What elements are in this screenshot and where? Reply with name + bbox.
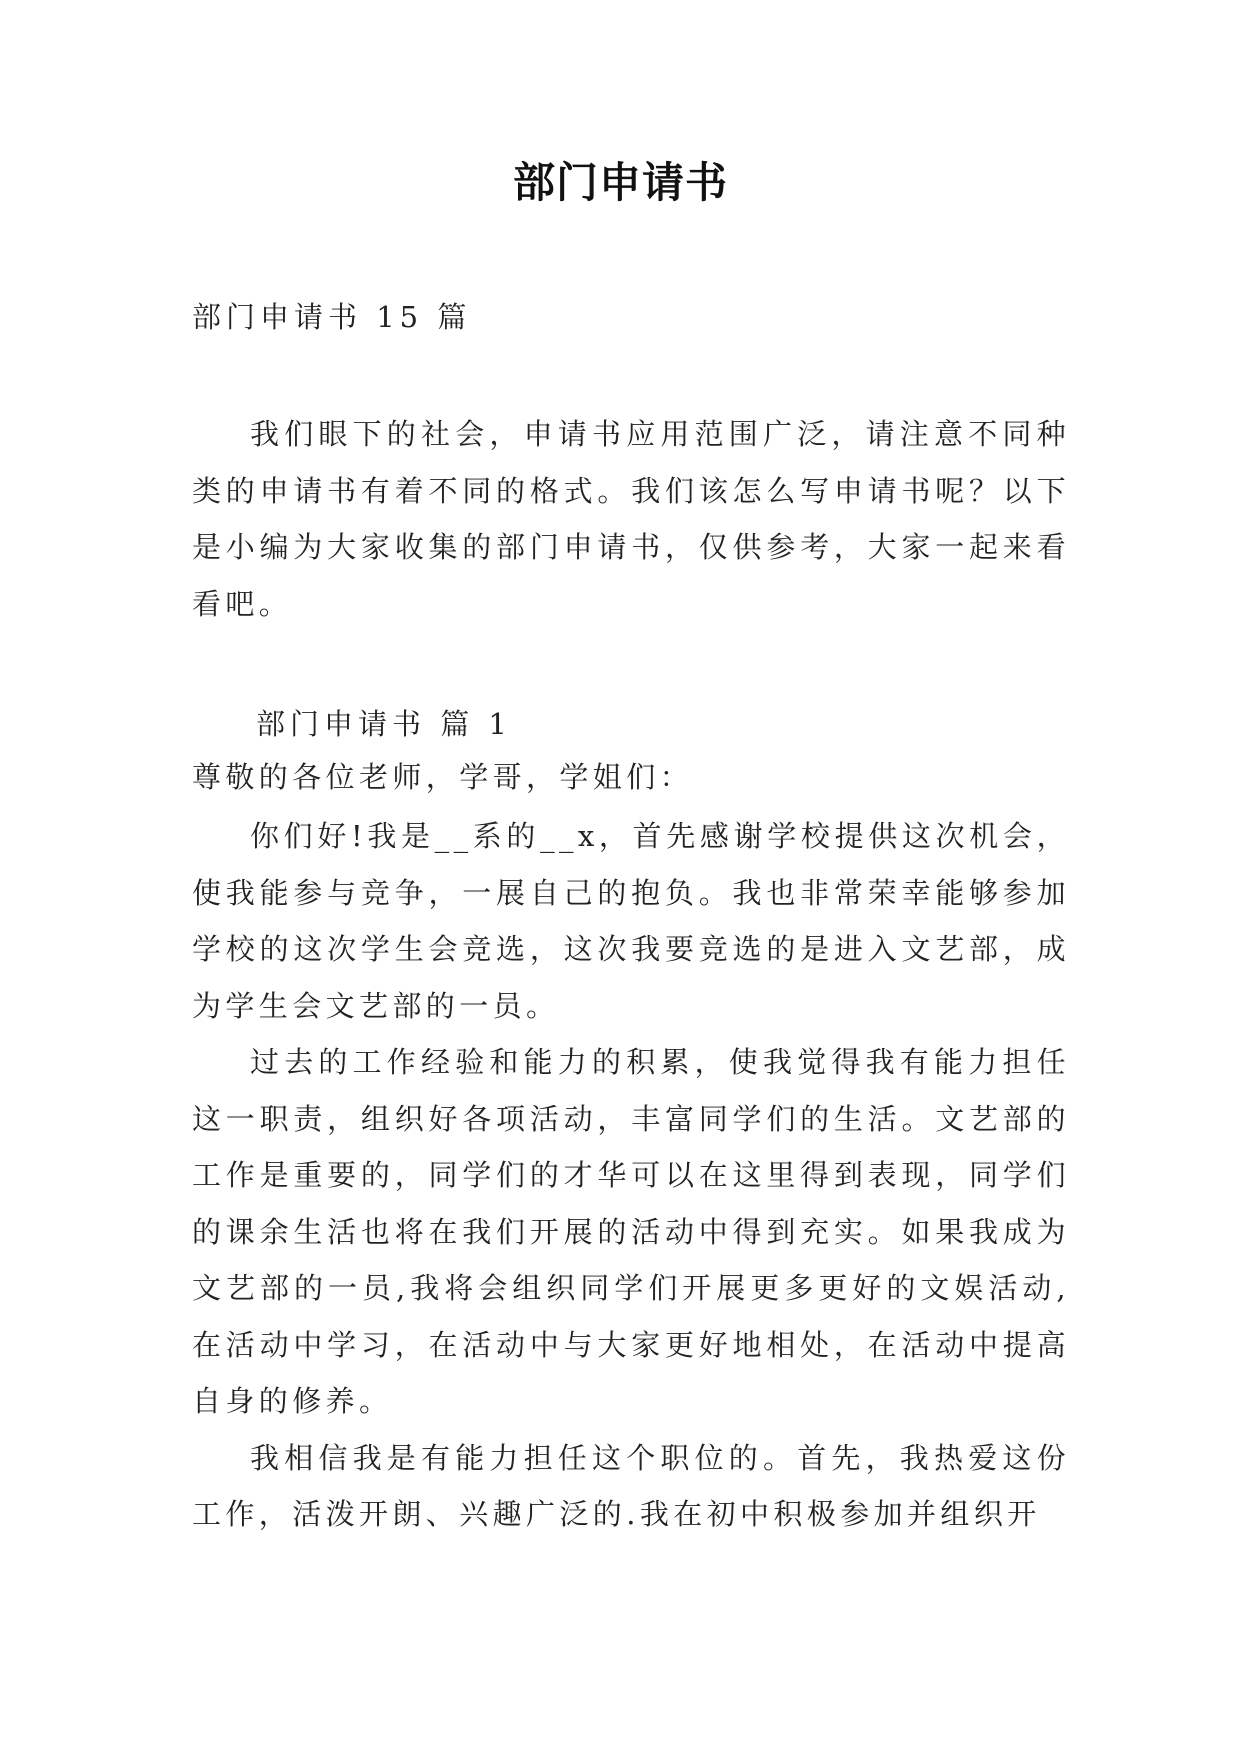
body-paragraph: 我相信我是有能力担任这个职位的。首先，我热爱这份工作，活泼开朗、兴趣广泛的.我在初中积极参加并组织开 [192, 1440, 1070, 1531]
section-heading: 部门申请书 篇 1 [256, 707, 512, 741]
document-title: 部门申请书 [512, 158, 728, 207]
letter-body [192, 808, 1070, 1543]
body-paragraph: 过去的工作经验和能力的积累，使我觉得我有能力担任这一职责，组织好各项活动，丰富同学们的生活。文艺部的工作是重要的，同学们的才华可以在这里得到表现，同学们的课余生活也将在我们开展的活动中得到充实。如果我成为文艺部的一员,我将会组织同学们开展更多更好的文娱活动,在活动中学习，在活动中与大家更好地相处，在活动中提高自身的修养。 [192, 1045, 1070, 1418]
intro-paragraph: 我们眼下的社会，申请书应用范围广泛，请注意不同种类的申请书有着不同的格式。我们该怎么写申请书呢？以下是小编为大家收集的部门申请书，仅供参考，大家一起来看看吧。 [192, 417, 1070, 621]
letter-salutation: 尊敬的各位老师，学哥，学姐们： [192, 760, 694, 794]
document-subtitle: 部门申请书 15 篇 [192, 300, 472, 334]
intro-section [192, 406, 1070, 632]
body-paragraph: 你们好!我是__系的__x，首先感谢学校提供这次机会，使我能参与竞争，一展自己的抱负。我也非常荣幸能够参加学校的这次学生会竞选，这次我要竞选的是进入文艺部，成为学生会文艺部的一员。 [192, 819, 1070, 1023]
